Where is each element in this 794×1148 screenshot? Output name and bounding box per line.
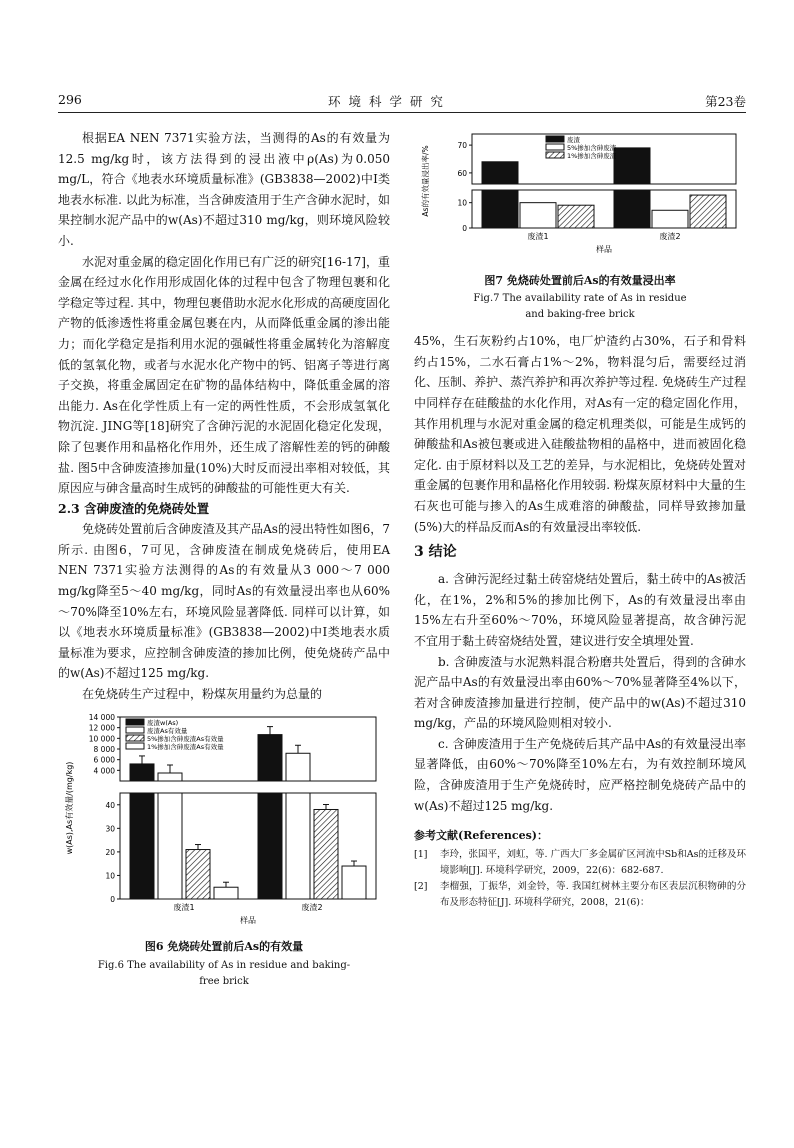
paragraph: a. 含砷污泥经过黏土砖窑烧结处置后，黏土砖中的As被活化，在1%，2%和5%的掺加比例下，As的有效量浸出率由15%左右升至60%～70%，环境风险显著提高，故含砷污泥不宜用于黏土砖窑烧结处置，建议进行安全填埋处置.: [414, 572, 746, 648]
bar: [342, 866, 366, 899]
left-column: [58, 128, 390, 990]
bar: [314, 809, 338, 899]
bar: [614, 148, 650, 184]
legend-label: 1%掺加含砷废渣As有效量: [147, 742, 224, 751]
reference-number: [1]: [414, 848, 428, 860]
y-tick-label: 20: [105, 847, 115, 857]
bar: [186, 849, 210, 898]
y-tick-label: 10 000: [88, 733, 115, 743]
bar: [482, 162, 518, 184]
figure-7: [414, 128, 746, 323]
y-tick-label: 30: [105, 823, 115, 833]
x-axis-label: 样品: [240, 915, 256, 925]
fig7-chart: [414, 128, 746, 258]
bar: [258, 793, 282, 899]
reference-item: [414, 847, 746, 879]
bar: [286, 753, 310, 781]
y-tick-label: 4 000: [93, 765, 115, 775]
fig6-caption-en: Fig.6 The availability of As in residue and baking-free brick: [97, 959, 351, 987]
journal-title: 环 境 科 学 研 究: [328, 94, 445, 109]
fig7-caption-en: Fig.7 The availability rate of As in residue and baking-free brick: [473, 293, 687, 321]
legend-label: 1%掺加含砷废渣: [567, 152, 617, 160]
y-tick-label: 6 000: [93, 755, 115, 765]
y-tick-label: 0: [110, 894, 115, 904]
legend-swatch: [546, 136, 564, 142]
legend-label: 废渣: [567, 136, 580, 144]
y-axis-label: w(As),As有效量/(mg/kg): [65, 761, 74, 855]
y-tick-label: 0: [462, 224, 467, 233]
x-axis-label: 样品: [596, 245, 612, 254]
legend-swatch: [126, 735, 144, 741]
bar: [690, 195, 726, 228]
y-tick-label: 8 000: [93, 744, 115, 754]
reference-number: [2]: [414, 880, 428, 892]
bar: [482, 190, 518, 228]
section-heading: 2.3 含砷废渣的免烧砖处置: [58, 500, 210, 516]
paragraph: 免烧砖处置前后含砷废渣及其产品As的浸出特性如图6，7所示. 由图6，7可见，含砷废渣在制成免烧砖后，使用EA NEN 7371实验方法测得的As的有效量从3 000～7 000 mg/kg降至5～40 mg/kg，同时As的有效量浸出率也从60%～70%降至10%左右，环境风险显著降低. 同样可以计算，如以《地表水环境质量标准》(GB3838—2002)中Ⅰ类地表水质量标准为要求，应控制含砷废渣的掺加比例，使免烧砖产品中的w(As)不超过125 mg/kg.: [58, 522, 390, 681]
fig7-caption-cn: 图7 免烧砖处置前后As的有效量浸出率: [484, 273, 676, 287]
y-tick-label: 10: [105, 871, 115, 881]
y-tick-label: 70: [457, 141, 467, 151]
y-tick-label: 60: [457, 168, 467, 178]
figure-6: [58, 709, 390, 990]
bar: [614, 190, 650, 228]
legend-swatch: [126, 743, 144, 749]
bar: [520, 203, 556, 228]
bar: [286, 793, 310, 899]
x-tick-label: 废渣1: [173, 902, 195, 912]
page-header: [58, 90, 746, 113]
paragraph: 水泥对重金属的稳定固化作用已有广泛的研究[16-17]，重金属在经过水化作用形成固化体的过程中包含了物理包裹和化学稳定等过程. 其中，物理包裹借助水泥水化形成的高硬度固化产物的低渗透性将重金属包裹在内，从而降低重金属的渗出能力；而化学稳定是指利用水泥的强碱性将重金属转化为溶解度低的氢氧化物，或者与水泥水化产物中的钙、铝离子等进行离子交换，将重金属固定在矿物的晶体结构中，降低重金属的溶出能力. As在化学性质上有一定的两性性质，不会形成氢氧化物沉淀. JING等[18]研究了含砷污泥的水泥固化稳定化发现，除了包裹作用和晶格化作用外，还生成了溶解性差的钙的砷酸盐. 图5中含砷废渣掺加量(10%)大时反而浸出率相对较低，其原因应与砷含量高时生成钙的砷酸盐的可能性更大有关.: [58, 254, 390, 496]
page-number: 296: [58, 92, 82, 107]
fig6-chart: [58, 709, 390, 927]
y-tick-label: 12 000: [88, 723, 115, 733]
reference-text: 李玲，张国平，刘虹，等. 广西大厂多金属矿区河流中Sb和As的迁移及环境影响[J]. 环境科学研究，2009，22(6)：682-687.: [440, 848, 746, 876]
bar: [214, 887, 238, 899]
legend-label: 5%掺加含砷废渣As有效量: [147, 734, 224, 743]
right-column: [414, 128, 746, 911]
legend-swatch: [126, 727, 144, 733]
legend-swatch: [126, 719, 144, 725]
x-tick-label: 废渣1: [527, 232, 549, 241]
paragraph: 在免烧砖生产过程中，粉煤灰用量约为总量的: [82, 687, 323, 702]
bar: [258, 734, 282, 780]
y-tick-label: 14 000: [88, 712, 115, 722]
y-tick-label: 10: [457, 198, 467, 208]
legend-swatch: [546, 152, 564, 158]
reference-item: [414, 879, 746, 911]
bar: [158, 773, 182, 781]
y-tick-label: 40: [105, 800, 115, 810]
legend-label: 5%掺加含砷废渣: [567, 144, 617, 152]
bar: [158, 793, 182, 899]
legend-swatch: [546, 144, 564, 150]
bar: [130, 764, 154, 781]
volume-label: 第23卷: [705, 94, 746, 109]
y-axis-label: As的有效量浸出率/%: [421, 145, 430, 217]
legend-label: 废渣As有效量: [147, 726, 188, 735]
bar: [652, 210, 688, 228]
bar: [130, 793, 154, 899]
bar: [558, 205, 594, 228]
x-tick-label: 废渣2: [659, 232, 681, 241]
x-tick-label: 废渣2: [301, 902, 323, 912]
legend-label: 废渣w(As): [147, 718, 179, 727]
fig6-caption-cn: 图6 免烧砖处置前后As的有效量: [144, 940, 304, 954]
references-title: 参考文献(References)：: [414, 829, 548, 843]
paragraph: 根据EA NEN 7371实验方法，当测得的As的有效量为12.5 mg/kg时，该方法得到的浸出液中ρ(As)为0.050 mg/L，符合《地表水环境质量标准》(GB3838—2002)中Ⅰ类地表水标准. 以此为标准，当含砷废渣用于生产含砷水泥时，如果控制水泥产品中的w(As)不超过310 mg/kg，则环境风险较小.: [58, 131, 390, 248]
paragraph: 45%，生石灰粉约占10%，电厂炉渣约占30%，石子和骨料约占15%，二水石膏占1%～2%，物料混匀后，需要经过消化、压制、养护、蒸汽养护和再次养护等过程. 免烧砖生产过程中同样存在硅酸盐的水化作用，对As有一定的稳定固化作用，其作用机理与水泥对重金属的稳定机理类似，可能是生成钙的砷酸盐和As被包裹或进入硅酸盐物相的晶格中，进而被固化稳定化. 由于原材料以及工艺的差异，与水泥相比，免烧砖处置对重金属的包裹作用和晶格化作用较弱. 粉煤灰原材料中大量的生石灰也可能与掺入的As生成难溶的砷酸盐，同样导致掺加量(5%)大的样品反而As的有效量浸出率较低.: [414, 334, 746, 534]
paragraph: c. 含砷废渣用于生产免烧砖后其产品中As的有效量浸出率显著降低，由60%～70%降至10%左右，为有效控制环境风险，含砷废渣用于生产免烧砖时，应严格控制免烧砖产品中的w(As)不超过125 mg/kg.: [414, 736, 746, 813]
reference-text: 李榴强，丁振华，刘金铃，等. 我国红树林主要分布区表层沉积物砷的分布及形态特征[J]. 环境科学研究，2008，21(6)：: [440, 880, 746, 908]
section-heading: 3 结论: [414, 544, 457, 561]
paragraph: b. 含砷废渣与水泥熟料混合粉磨共处置后，得到的含砷水泥产品中As的有效量浸出率由60%～70%显著降至4%以下，若对含砷废渣掺加量进行控制，使产品中的w(As)不超过310 mg/kg，产品的环境风险则相对较小.: [414, 654, 746, 731]
